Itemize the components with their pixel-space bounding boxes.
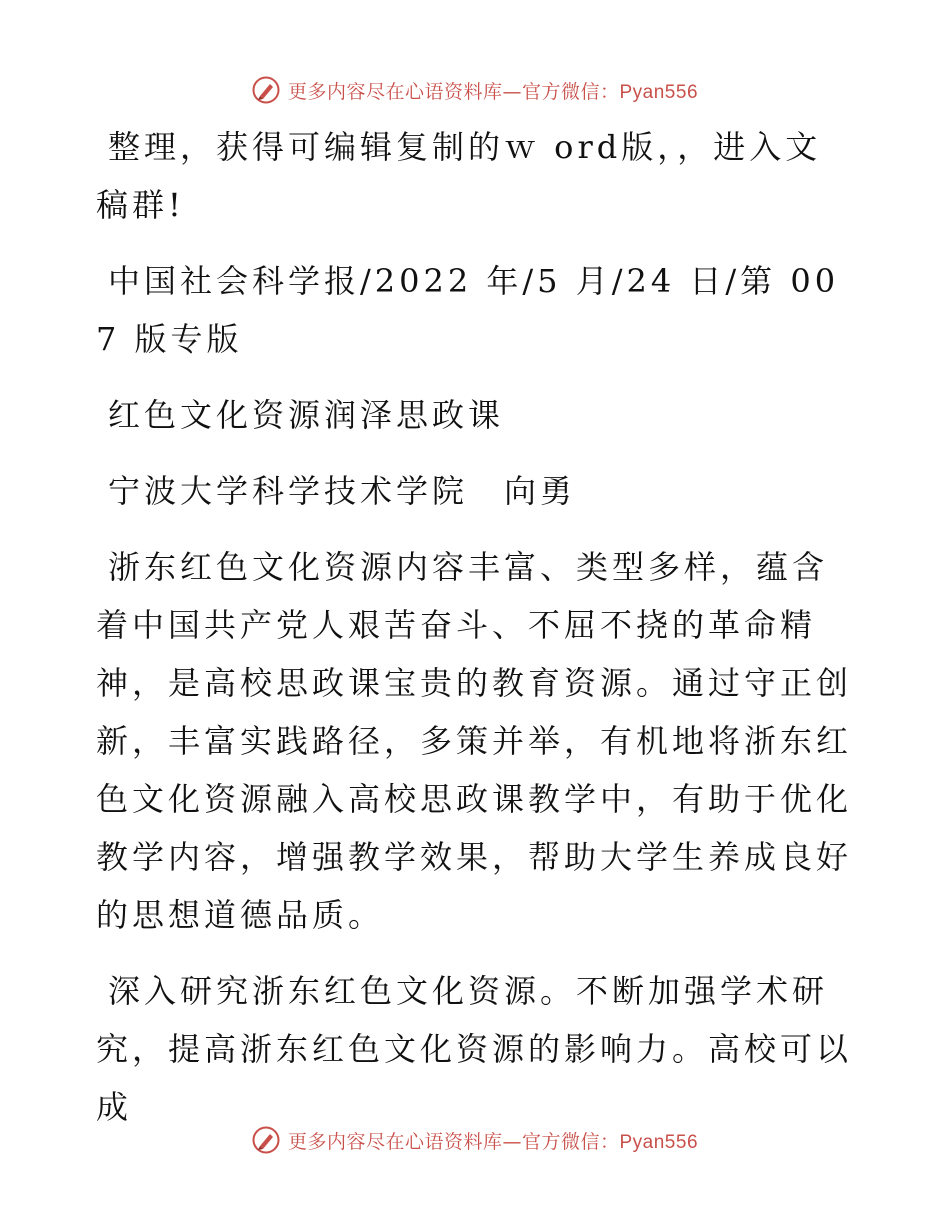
- body-paragraph: 浙东红色文化资源内容丰富、类型多样，蕴含着中国共产党人艰苦奋斗、不屈不挠的革命精神，是高校思政课宝贵的教育资源。通过守正创新，丰富实践路径，多策并举，有机地将浙东红色文化资源融入高校思政课教学中，有助于优化教学内容，增强教学效果，帮助大学生养成良好的思想道德品质。: [96, 548, 853, 934]
- pen-logo-icon: [252, 1126, 280, 1154]
- author-line: 宁波大学科学技术学院 向勇: [108, 472, 577, 510]
- watermark-main-text: 更多内容尽在心语资料库: [287, 1130, 503, 1153]
- watermark-side-text: —官方微信：: [502, 1130, 620, 1153]
- article-title: 红色文化资源润泽思政课: [108, 396, 505, 434]
- watermark-main-text: 更多内容尽在心语资料库: [287, 80, 503, 103]
- header-watermark: [0, 70, 950, 110]
- watermark-text: [288, 1127, 698, 1154]
- intro-line: 整理，获得可编辑复制的ｗ ord版，，进入文稿群!: [96, 128, 822, 224]
- pen-logo-icon: [252, 76, 280, 104]
- watermark-text: [288, 77, 698, 104]
- document-body: [96, 118, 856, 1136]
- watermark-wechat-id: Pyan556: [619, 81, 699, 103]
- source-line: 中国社会科学报/2022 年/5 月/24 日/第 007 版专版: [96, 262, 840, 358]
- watermark-wechat-id: Pyan556: [619, 1131, 699, 1153]
- watermark-side-text: —官方微信：: [502, 80, 620, 103]
- body-paragraph: 深入研究浙东红色文化资源。不断加强学术研究，提高浙东红色文化资源的影响力。高校可以成: [96, 972, 853, 1126]
- footer-watermark: [0, 1120, 950, 1160]
